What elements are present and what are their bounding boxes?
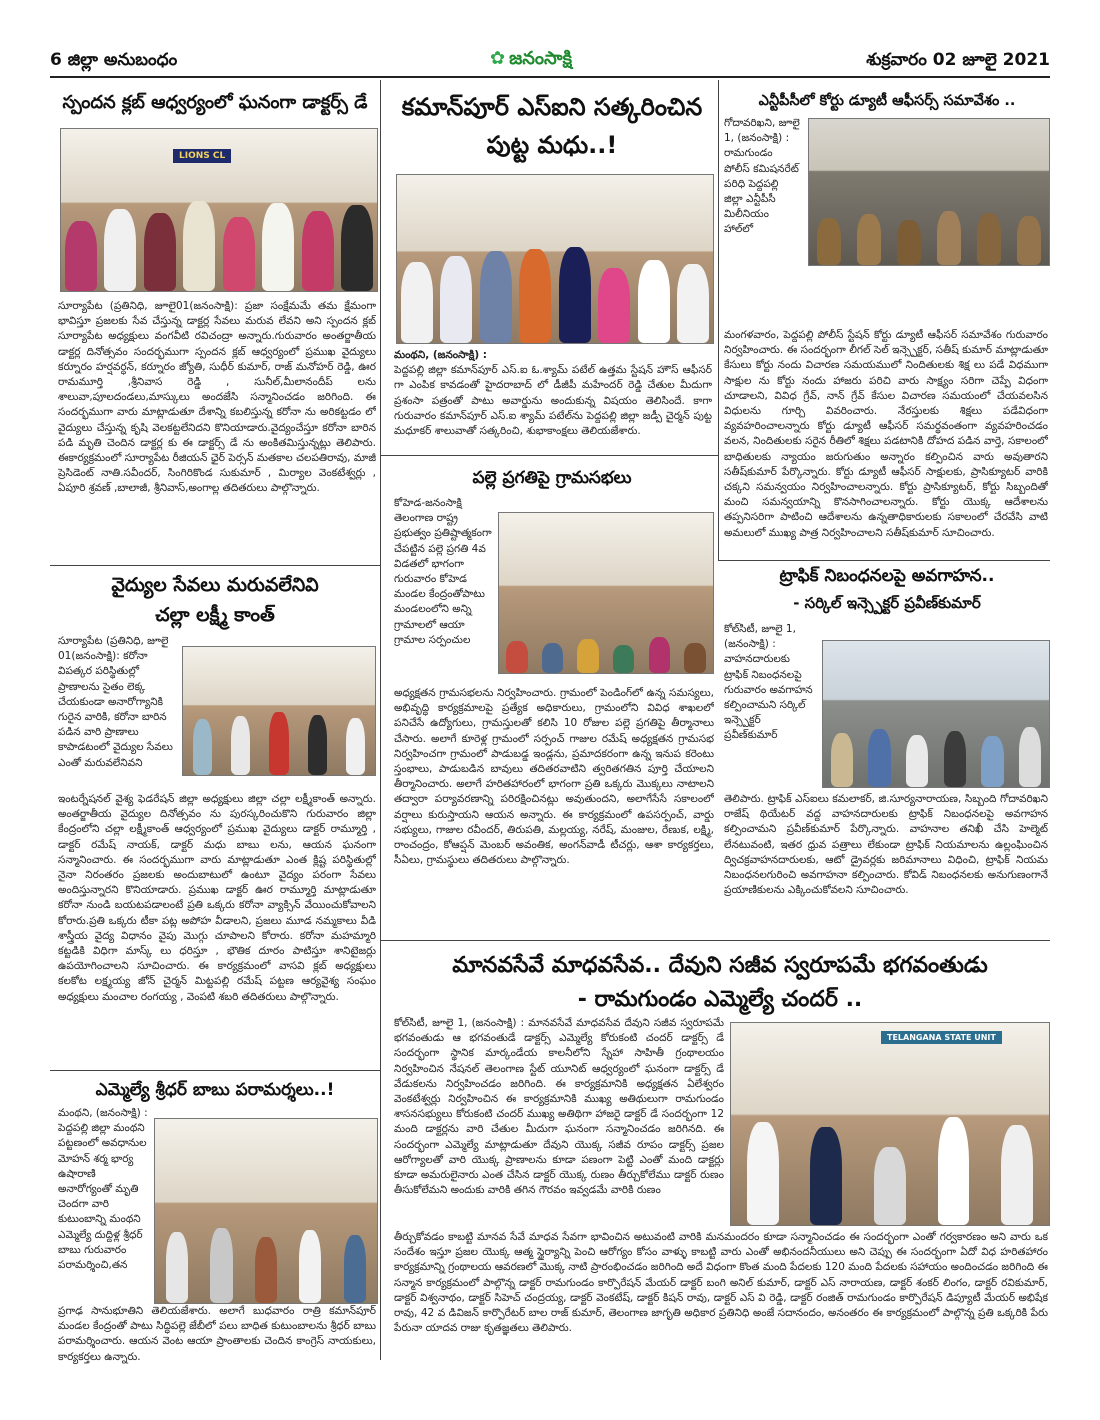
page-label: 6 జిల్లా అనుబంధం xyxy=(50,50,178,70)
article-body: ఇంటర్నేషనల్ వైశ్య ఫెడరేషన్ జిల్లా అధ్యక్షులు జిల్లా చల్లా లక్ష్మీకాంత్ అన్నారు. అంతర్జాతీయ వైద్యుల దినోత్సవం ను పురస్కరించుకొని గురువారం జిల్లా కేంద్రంలోని చల్లా లక్ష్మీకాంత్ ఆధ్వర్యంలో ప్రముఖ వైద్యులు డాక్టర్ రామ్మూర్తి , డాక్టర్ రమేష్ నాయక్, డాక్టర్ మధు బాబు లను, ఆయన ఘనంగా సన్మానించారు. ఈ సందర్భముగా వారు మాట్లాడుతూ ఎంత క్లిష్ట పరిస్థితుల్లో నైనా నిరంతరం ప్రజలకు అందుబాటులో ఉంటూ వైద్యం పరంగా సేవలు అందిస్తున్నారని కొనియాడారు. ప్రముఖ డాక్టర్ ఊర రామ్మూర్తి మాట్లాడుతూ కరోనా నుండి బయటపడాలంటే ప్రతి ఒక్కరు కరోనా వ్యాక్సిన్ వేయించుకోవాలని కోరారు.ప్రతి ఒక్కరు టీకా పట్ల అపోహ వీడాలని, ప్రజలు మూడ నమ్మకాలు వీడి శాస్త్రీయ వైద్య విధానం వైపు మొగ్గు చూపాలని కోరారు. కరోనా మహమ్మారి కట్టడికి విధిగా మాస్క్ లు ధరిస్తూ , భౌతిక దూరం పాటిస్తూ శానిటైజర్లు ఉపయోగించాలని సూచించారు. ఈ కార్యక్రమంలో వాసవి క్లబ్ అధ్యక్షులు కలకోట లక్ష్మయ్య జోన్ చైర్మన్ మిట్టపల్లి రమేష్ పట్టణ ఆర్యవైశ్య సంఘం అధ్యక్షులు మంచాల రంగయ్య , వెంపటి శబరి తదితరులు పాల్గొన్నారు. xyxy=(58,793,376,1003)
column-rule xyxy=(718,80,719,560)
section-rule xyxy=(380,455,718,456)
article-photo xyxy=(396,174,714,344)
photo-people xyxy=(183,696,375,775)
article-headline: ఎమ్మెల్యే శ్రీధర్ బాబు పరామర్శలు..! xyxy=(95,1080,335,1100)
logo-text: జనంసాక్షి xyxy=(509,48,572,69)
article-body-narrow: కోల్‌సిటీ, జూలై 1, (జనంసాక్షి) : వాహనదారులకు ట్రాఫిక్ నిబంధనలపై గురువారం అవగాహన కల్పించామని సర్కిల్ ఇన్స్పెక్టర్ ప్రవీణ్‌కుమార్ xyxy=(724,623,813,742)
article-body-narrow: గోదావరిఖని, జూలై 1, (జనంసాక్షి) : రామగుండం పోలీస్ కమిషనరేట్ పరిధి పెద్దపల్లి జిల్లా ఎన్టీపీసీ మిలీనియం హాల్‌లో xyxy=(724,117,800,236)
article-photo xyxy=(182,646,376,776)
masthead xyxy=(50,48,1050,78)
photo-banner: LIONS CL xyxy=(173,149,231,163)
article-photo xyxy=(498,512,714,674)
article-photo xyxy=(808,118,1050,266)
photo-people xyxy=(397,239,713,343)
article-body: సూర్యాపేట (ప్రతినిధి, జూలై01(జనంసాక్షి): ప్రజా సంక్షేమమే తమ క్షేమంగా భావిస్తూ ప్రజలకు సేవ చేస్తున్న డాక్టర్ల సేవలు మరువ లేవని అని స్పందన క్లబ్ సూర్యాపేట అధ్యక్షులు వంగవీటి రవిచంద్రా అన్నారు.గురువారం అంతర్జాతీయ డాక్టర్ల దినోత్సవం సందర్భముగా స్పందన క్లబ్ ఆధ్వర్యంలో ప్రముఖ వైద్యులు కర్నూరం హర్షవర్ధన్, కర్నూరం జ్యోతి, సుధీర్ కుమార్, రాజ్ మనోహర్ రెడ్డి, ఊర రామమూర్తి ,శ్రీనివాస రెడ్డి , సునీల్,మీలానందీప్ లను శాలువా,పూలదండలు,మాస్కులు అందజేసి సన్మానించడం జరిగింది. ఈ సందర్భముగా వారు మాట్లాడుతూ దేశాన్ని కబలిస్తున్న కరోనా ను అరికట్టడం లో వైద్యులు చేస్తున్న కృషి వెలకట్టలేనిదని కొనియాడారు.వైద్యంచేస్తూ కరోనా బారిన పడి మృతి చెందిన డాక్టర్ల కు ఈ డాక్టర్స్ డే ను అంకితమిస్తున్నట్లు తెలిపారు. ఈకార్యక్రమంలో సూర్యాపేట రీజియన్ ఛైర్ పెర్సన్ మతకాల చలపతిరావు, మాజీ ప్రెసిడెంట్ నాతి.సవీందర్, సింగిరికొండ సుకుమార్ , మిర్యాల వెంకటేశ్వర్లు , ఏపూరి శ్రవణ్ ,బాలాజీ, శ్రీనివాస్,అంగాల్ల తదితరులు పాల్గొన్నారు. xyxy=(58,300,376,495)
article-body: తెలిపారు. ట్రాఫిక్ ఎస్ఐలు కమలాకర్, జి.సూర్యనారాయణ, సిబ్బంది గోదావరిఖని రాజేష్ థియేటర్ వద్ద వాహనదారులకు ట్రాఫిక్ నిబంధనలపై అవగాహన కల్పించామని ప్రవీణ్‌కుమార్ పేర్కొన్నారు. వాహనాల తనిఖీ చేసి హెల్మెట్ లేనటువంటి, ఇతర ధ్రువ పత్రాలు లేకుండా ట్రాఫిక్ నియమాలను ఉల్లంఘించిన ద్విచక్రవాహనదారులకు, ఆటో డ్రైవర్లకు జరిమానాలు విధించి, ట్రాఫిక్ నియమ నిబంధనలగురించి అవగాహనా కల్పించారు. కోవిడ్ నిబంధనలకు అనుగుణంగానే ప్రయాణికులను ఎక్కించుకోవలని సూచించారు. xyxy=(724,793,1048,897)
article-body: మంథని, (జనంసాక్షి) : పెద్దపల్లి జిల్లా కమాన్‌పూర్ ఎస్.ఐ ఓ.శ్యామ్ పటేల్ ఉత్తమ స్టేషన్ హౌస్ ఆఫీసర్ గా ఎంపిక కావడంతో హైదరాబాద్ లో డీజీపీ మహేందర్ రెడ్డి చేతుల మీదుగా ప్రశంసా పత్రంతో పాటు అవార్డును అందుకున్న విషయం తెలిసిందే. కాగా గురువారం కమాన్‌పూర్ ఎస్.ఐ శ్యామ్ పటేల్‌ను పెద్దపల్లి జిల్లా జడ్పీ చైర్మన్ పుట్ట మధూకర్ శాలువాతో సత్కరించి, శుభాకాంక్షలు తెలియజేశారు. xyxy=(394,349,712,438)
article-body: అధ్యక్షతన గ్రామసభలను నిర్వహించారు. గ్రామంలో పెండింగ్‌లో ఉన్న సమస్యలు, అభివృద్ధి కార్యక్రమాలపై ప్రత్యేక అధికారులు, గ్రామంలోని వివిధ శాఖలలో పనిచేసే ఉద్యోగులు, గ్రామస్తులతో కలిసి 10 రోజుల పల్లె ప్రగతిపై తీర్మానాలు చేసారు. అలాగే కూరెళ్ల గ్రామంలో సర్పంచ్ గాజుల రమేష్ అధ్యక్షతన గ్రామసభ నిర్వహించగా గ్రామంలో పాడుబడ్డ ఇండ్లను, ప్రమాదకరంగా ఉన్న ఇనుప కరెంటు స్తంభాలు, పాడుబడిన బావులు తదితరవాటిని త్వరితగతిన పూర్తి చేయాలని తీర్మానించారు. అలాగే హరితహారంలో భాగంగా ప్రతి ఒక్కరు మొక్కలు నాటాలని తద్వారా పర్యావరణాన్ని పరిరక్షించినట్లు అవుతుందని, అలాగేసేసే సకాలంలో వర్షాలు కురుస్తాయని ఆయన అన్నారు. ఈ కార్యక్రమంలో ఉపసర్పంచ్, వార్డు సభ్యులు, గాజుల రవీందర్, తిరుపతి, మల్లయ్య, నరేష్, మంజుల, రేణుక, లక్ష్మి, రాంచంద్రం, కోఆప్షన్ మెంబర్ అవంతిక, అంగన్‌వాడీ టీచర్లు, ఆశా కార్యకర్తలు, సీఏలు, గ్రామస్థులు తదితరులు పాల్గొన్నారు. xyxy=(394,687,714,867)
article-headline: స్పందన క్లబ్ ఆధ్వర్యంలో ఘనంగా డాక్టర్స్ డే xyxy=(62,92,368,113)
article-subhead: చల్లా లక్ష్మీ కాంత్ xyxy=(155,604,275,626)
newspaper-logo xyxy=(490,48,572,73)
article-body: మంగళవారం, పెద్దపల్లి పోలీస్ స్టేషన్ కోర్టు డ్యూటీ ఆఫీసర్ సమావేశం గురువారం నిర్వహించారు. ఈ సందర్భంగా లీగల్ సెల్ ఇన్స్పెక్టర్, సతీష్ కుమార్ మాట్లాడుతూ కేసులు కోర్టు నందు విచారణ సమయములో నిందితులకు శిక్ష లు పడే విధముగా సాక్షుల ను కోర్టు నందు హాజరు పరిచి వారు సాక్ష్యం సరిగా చెప్పే విధంగా చూడాలని, వివిధ గ్రేవ్, నాన్ గ్రేవ్ కేసుల విచారణ సమయంలో చేయవలసిన విధులను గూర్చి వివరించారు. నేరస్తులకు శిక్షలు పడేవిధంగా వ్యవహరించాలన్నారు కోర్టు డ్యూటీ ఆఫీసర్ సమర్థవంతంగా వ్యవహరించడం వలన, నిందితులకు సరైన రీతిలో శిక్షలు పడటానికి దోహద పడిన వార్తె, సకాలంలో బాధితులకు న్యాయం జరుగుతుం అన్నారం కల్పించిన వారు అవుతారని సతీష్‌కుమార్ పేర్కొన్నారు. కోర్టు డ్యూటీ ఆఫీసర్ సాక్షులకు, ప్రాసిక్యూటర్ వారికి చక్కని సమన్వయం నిర్వహించాలన్నారు. కోర్టు ప్రాసిక్యూటర్, కోర్టు సిబ్బందితో మంచి సమన్వయాన్ని కొనసాగించాలన్నారు. కోర్టు యొక్క ఆదేశాలను తప్పనిసరిగా పాటించి ఆదేశాలను ఉన్నతాధికారులకు సకాలంలో చేరవేసి వాటి అమలులో ముఖ్య పాత్ర నిర్వహించాలని సతీష్‌కుమార్ సూచించారు. xyxy=(724,329,1048,539)
lotus-icon: ✿ xyxy=(490,48,506,69)
photo-people xyxy=(809,174,1049,265)
section-rule xyxy=(50,565,380,566)
photo-people xyxy=(823,696,1049,787)
article-headline: ట్రాఫిక్ నిబంధనలపై అవగాహన.. xyxy=(779,566,995,586)
article-body-narrow: కోల్‌సిటీ, జూలై 1, (జనంసాక్షి) : మానవసేవే మాధవసేవ దేవుని సజీవ స్వరూపమే భగవంతుడు ఆ భగవంతుడే డాక్టర్స్ ఎమ్మెల్యే కోరుకంటి చందర్ డాక్టర్స్ డే సందర్భంగా స్థానిక మార్కండేయ కాలనీలోని స్నేహా సాహితీ గ్రంథాలయం నిర్వహించిన నేషనల్ తెలంగాణ స్టేట్ యూనిట్ ఆధ్వర్యంలో ఘనంగా డాక్టర్స్ డే వేడుకలను నిర్వహించడం జరిగింది. ఈ కార్యక్రమానికి అధ్యక్షతన ఏలేశ్వరం వెంకటేశ్వర్లు నిర్వహించిన ఈ కార్యక్రమానికి ముఖ్య అతిథులుగా రామగుండం శాసనసభ్యులు కోరుకంటి చందర్ ముఖ్య అతిథిగా హాజరై డాక్టర్ డే సందర్భంగా 12 మంది డాక్టర్లను వారి చేతుల మీదుగా ఘనంగా సన్మానించడం జరిగినది. ఈ సందర్భంగా ఎమ్మెల్యే మాట్లాడుతూ దేవుని యొక్క సజీవ రూపం డాక్టర్స్ ప్రజల ఆరోగ్యాలతో వారి యొక్క ప్రాణాలను కూడా పణంగా పెట్టి ఎంతో మంది డాక్టర్లు కూడా అమరులైనారు ఎంత చేసిన డాక్టర్ యొక్క రుణం తీర్చుకోలేము డాక్టర్ రుణం తీసుకోలేమని అందుకు వారికి తగిన గౌరవం ఇవ్వడమే వారికి రుణం xyxy=(394,1017,724,1197)
article-body-narrow: మంథని, (జనంసాక్షి) : పెద్దపల్లి జిల్లా మంథని పట్టణంలో అవధానుల మోహన్ శర్మ భార్య ఉషారాణి అనారోగ్యంతో మృతి చెందగా వారి కుటుంబాన్ని మంథని ఎమ్మెల్యే దుద్దిళ్ల శ్రీధర్ బాబు గురువారం పరామర్శించి,తన xyxy=(58,1107,148,1272)
article-subhead: - సర్కిల్ ఇన్స్పెక్టర్ ప్రవీణ్‌కుమార్ xyxy=(793,594,981,612)
issue-date: శుక్రవారం 02 జూలై 2021 xyxy=(866,50,1050,70)
photo-people xyxy=(499,574,713,673)
article-photo xyxy=(154,1118,378,1304)
photo-people xyxy=(155,1189,377,1303)
photo-people xyxy=(731,1100,1049,1225)
article-headline: వైద్యుల సేవలు మరువలేనివి xyxy=(111,574,319,596)
photo-people xyxy=(61,191,377,291)
article-body-narrow: కోహెడ-జనంసాక్షి తెలంగాణ రాష్ట్ర ప్రభుత్వం ప్రతిష్టాత్మకంగా చేపట్టిన పల్లె ప్రగతి 4వ విడతలో భాగంగా గురువారం కోహెడ మండల కేంద్రంతోపాటు మండలంలోని అన్ని గ్రామాలలో ఆయా గ్రామాల సర్పంచుల xyxy=(394,497,492,646)
article-headline: పల్లె ప్రగతిపై గ్రామసభలు xyxy=(472,468,632,488)
article-headline: ఎన్టీపీసీలో కోర్టు డ్యూటీ ఆఫీసర్స్ సమావేశం .. xyxy=(758,93,1016,109)
column-rule xyxy=(380,940,381,1360)
article-photo xyxy=(730,1022,1050,1226)
column-rule xyxy=(380,80,381,940)
photo-banner: TELANGANA STATE UNIT xyxy=(881,1031,1002,1044)
article-photo xyxy=(822,640,1050,788)
section-rule xyxy=(380,940,1050,941)
article-body: ప్రగాఢ సానుభూతిని తెలియజేశారు. అలాగే బుధవారం రాత్రి కమాన్‌పూర్ మండల కేంద్రంతో పాటు సిద్ధిపల్లె జేబీలో పలు బాధిత కుటుంబాలను శ్రీధర్ బాబు పరామర్శించారు. ఆయన వెంట ఆయా ప్రాంతాలకు చెందిన కాంగ్రెస్ నాయకులు, కార్యకర్తలు ఉన్నారు. xyxy=(58,1305,376,1363)
section-rule xyxy=(718,560,1050,561)
article-headline: మానవసేవే మాధవసేవ.. దేవుని సజీవ స్వరూపమే భగవంతుడు xyxy=(452,953,988,978)
article-headline: కమాన్‌పూర్ ఎస్ఐని సత్కరించిన పుట్ట మధు..! xyxy=(401,93,703,159)
article-photo xyxy=(60,128,378,292)
section-rule xyxy=(50,1070,380,1071)
article-body-narrow: సూర్యాపేట (ప్రతినిధి, జూలై 01(జనంసాక్షి): కరోనా విపత్కర పరిస్థితుల్లో ప్రాణాలను సైతం లెక్క చేయకుండా అనారోగ్యానికి గురైన వారికి, కరోనా బారిన పడిన వారి ప్రాణాలు కాపాడటంలో వైద్యుల సేవలు ఎంతో మరువలేనివని xyxy=(58,635,173,769)
article-body: తీర్చుకోవడం కాబట్టి మానవ సేవే మాధవ సేవగా భావించిన అటువంటి వారికి మనమందరం కూడా సన్మానించడం ఈ సందర్భంగా ఎంతో గర్వకారణం అని వారు ఒక సందేశం ఇస్తూ ప్రజల యొక్క ఆత్మ స్థైర్యాన్ని పెంచి ఆరోగ్యం కోసం వాళ్ళు కాబట్టి వారు ఎంతో అభినందనీయులు అని చెప్పు ఈ సందర్భంగా ఏదో విధ హరితహారం కార్యక్రమాన్ని గ్రంథాలయ ఆవరణలో మొక్క నాటి ప్రారంభించడం జరిగింది అదే విధంగా కొంత మంది పేదలకు 120 మంది పేదలకు సహాయం అందించడం జరిగింది ఈ సన్మాన కార్యక్రమంలో పాల్గొన్న డాక్టర్ రామగుండం కార్పొరేషన్ మేయర్ డాక్టర్ బంగి అనిల్ కుమార్, డాక్టర్ ఎస్ నారాయణ, డాక్టర్ శంకర్ లింగం, డాక్టర్ రవికుమార్, డాక్టర్ విశ్వనాథం, డాక్టర్ సిహెచ్ చంద్రయ్య, డాక్టర్ వెంకటేష్, డాక్టర్ కిషన్ రావు, డాక్టర్ ఎస్ వి రెడ్డి, డాక్టర్ రంజిత్ రామగుండం కార్పొరేషన్ డిప్యూటీ మేయర్ అభిషేక రావు, 42 వ డివిజన్ కార్పొరేటర్ బాల రాజ్ కుమార్, తెలంగాణ జాగృతి అధికార ప్రతినిధి అంజే సదానందం, అనంతరం ఈ కార్యక్రమంలో పాల్గొన్న ప్రతి ఒక్కరికి పేరు పేరునా యాదవ రాజు కృతజ్ఞతలు తెలిపారు. xyxy=(394,1231,1048,1335)
article-subhead: - రామగుండం ఎమ్మెల్యే చందర్ .. xyxy=(577,987,863,1012)
